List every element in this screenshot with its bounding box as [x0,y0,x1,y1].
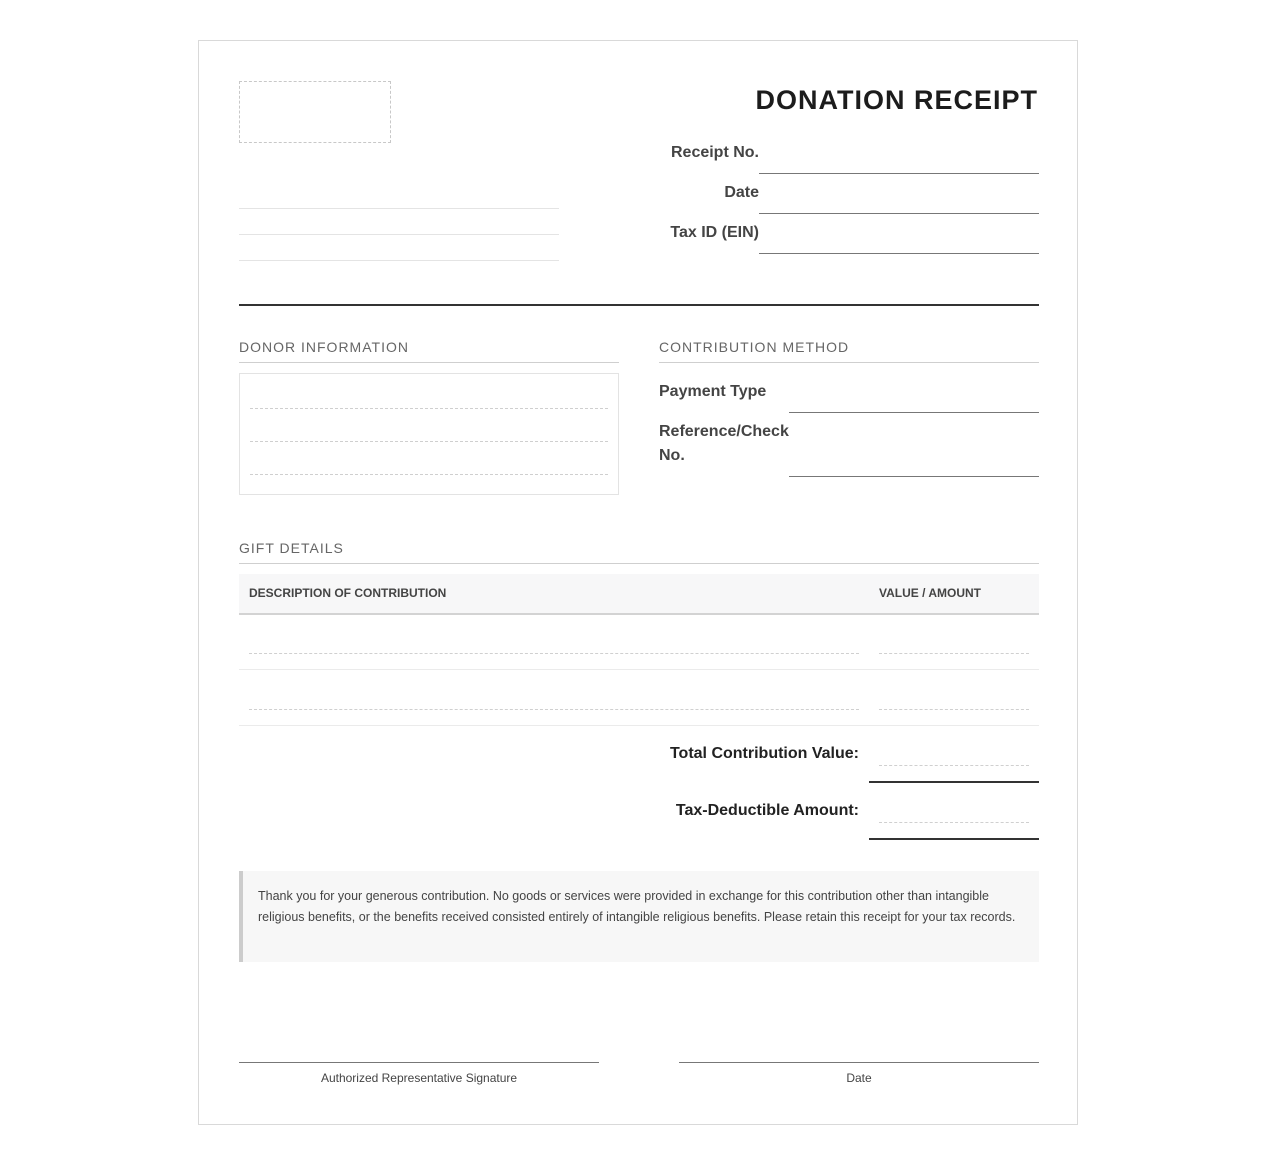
deductible-amount-field[interactable] [879,822,1029,823]
donor-info-box[interactable] [239,373,619,495]
date-label: Date [724,184,759,201]
donor-line-1 [250,408,608,409]
tax-id-field[interactable] [759,253,1039,254]
total-value-label: Total Contribution Value: [669,745,859,762]
acknowledgement-notice: Thank you for your generous contribution. No goods or services were provided in exchange for this contribution other than intangible religious benefits, or the benefits received consisted entirely of intangible religious benefits. Please retain this receipt for your tax records. [239,871,1039,962]
row-1-value-field[interactable] [879,653,1029,654]
row-2-description-field[interactable] [249,709,859,710]
page-title: DONATION RECEIPT [755,85,1038,115]
donor-line-3 [250,474,608,475]
signature-label: Authorized Representative Signature [320,1071,518,1085]
row-1-description-field[interactable] [249,653,859,654]
gift-section-rule [239,563,1039,564]
value-column-header: VALUE / AMOUNT [879,586,981,600]
total-value-underline [869,781,1039,783]
signature-line[interactable] [239,1062,599,1063]
receipt-no-label: Receipt No. [670,144,759,161]
donor-section-rule [239,362,619,363]
payment-type-field[interactable] [789,412,1039,413]
deductible-amount-underline [869,838,1039,840]
reference-field[interactable] [789,476,1039,477]
org-address-line-1 [239,208,559,209]
org-address-line-3 [239,260,559,261]
table-row-separator [239,669,1039,670]
gift-section-title: GIFT DETAILS [239,540,344,556]
donor-section-title: DONOR INFORMATION [239,339,409,355]
org-address-line-2 [239,234,559,235]
logo-placeholder [239,81,391,143]
row-2-value-field[interactable] [879,709,1029,710]
reference-label: Reference/Check No. [659,423,789,464]
donor-line-2 [250,441,608,442]
date-field[interactable] [759,213,1039,214]
description-column-header: DESCRIPTION OF CONTRIBUTION [249,586,447,600]
table-row-separator [239,725,1039,726]
header-divider [239,304,1039,306]
payment-type-label: Payment Type [659,383,767,400]
receipt-no-field[interactable] [759,173,1039,174]
gift-table-header [239,574,1039,615]
receipt-page [198,40,1078,1125]
tax-id-label: Tax ID (EIN) [670,224,759,241]
signature-date-label: Date [846,1071,872,1085]
total-value-field[interactable] [879,765,1029,766]
signature-date-line[interactable] [679,1062,1039,1063]
contribution-section-title: CONTRIBUTION METHOD [659,339,850,355]
contribution-section-rule [659,362,1039,363]
deductible-amount-label: Tax-Deductible Amount: [675,802,859,819]
